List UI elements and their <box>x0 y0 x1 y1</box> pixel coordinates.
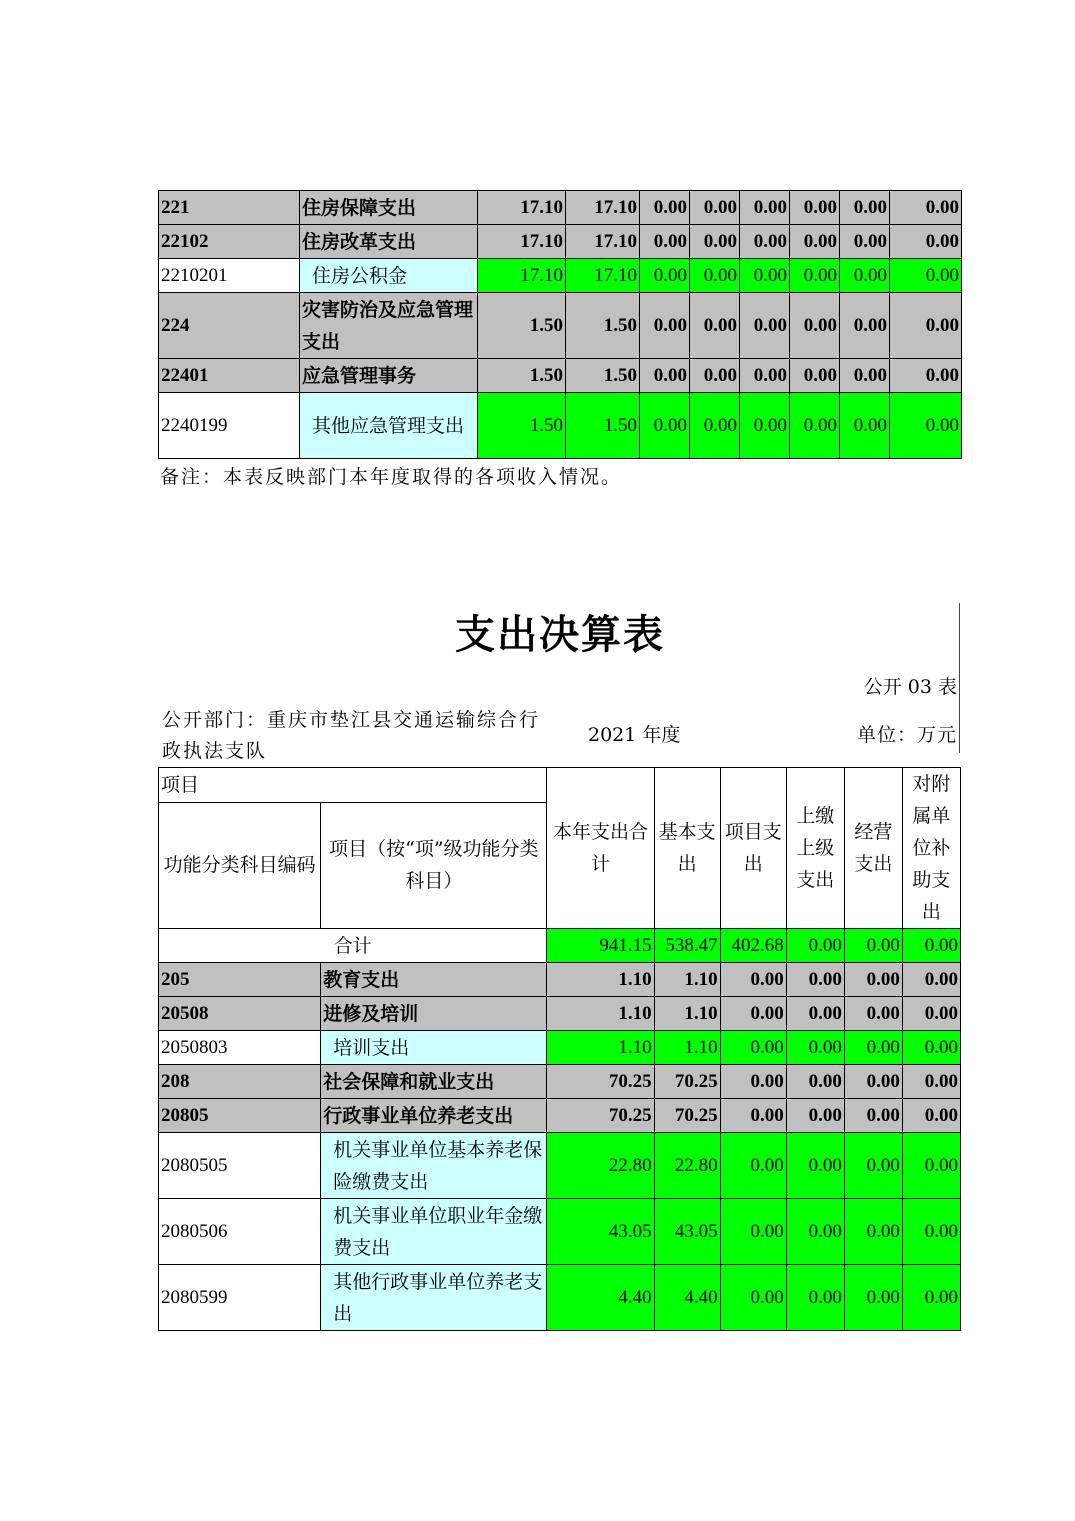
row-value: 0.00 <box>690 259 740 293</box>
row-name: 行政事业单位养老支出 <box>321 1099 547 1133</box>
row-name: 进修及培训 <box>321 997 547 1031</box>
table-row <box>159 225 962 259</box>
row-name: 应急管理事务 <box>300 359 478 393</box>
row-value: 0.00 <box>902 997 960 1031</box>
row-name: 住房改革支出 <box>300 225 478 259</box>
row-value: 0.00 <box>844 963 902 997</box>
header-name: 项目（按“项”级功能分类科目） <box>321 802 547 928</box>
row-value: 0.00 <box>844 1133 902 1199</box>
row-value: 1.10 <box>654 963 720 997</box>
row-name: 灾害防治及应急管理支出 <box>300 293 478 359</box>
row-value: 0.00 <box>844 1099 902 1133</box>
row-value: 0.00 <box>844 1031 902 1065</box>
row-name: 其他应急管理支出 <box>300 393 478 459</box>
table-row <box>159 293 962 359</box>
row-name: 培训支出 <box>321 1031 547 1065</box>
row-value: 0.00 <box>890 259 962 293</box>
row-value: 0.00 <box>902 1065 960 1099</box>
row-value: 0.00 <box>890 393 962 459</box>
row-value: 0.00 <box>902 1031 960 1065</box>
row-code: 208 <box>159 1065 321 1099</box>
row-value: 4.40 <box>547 1265 654 1331</box>
row-value: 43.05 <box>654 1199 720 1265</box>
row-code: 22102 <box>159 225 300 259</box>
row-value: 0.00 <box>786 1099 844 1133</box>
row-value: 17.10 <box>478 191 566 225</box>
row-value: 0.00 <box>890 293 962 359</box>
row-code: 2240199 <box>159 393 300 459</box>
row-value: 70.25 <box>547 1099 654 1133</box>
table-number: 公开 03 表 <box>863 676 957 698</box>
total-value: 0.00 <box>786 929 844 963</box>
row-value: 0.00 <box>690 225 740 259</box>
header-basic: 基本支出 <box>654 768 720 929</box>
row-value: 0.00 <box>720 1065 786 1099</box>
row-code: 2050803 <box>159 1031 321 1065</box>
row-value: 0.00 <box>740 259 790 293</box>
row-value: 0.00 <box>640 225 690 259</box>
row-value: 17.10 <box>478 259 566 293</box>
total-label: 合计 <box>159 929 547 963</box>
row-value: 0.00 <box>690 393 740 459</box>
row-value: 0.00 <box>720 1099 786 1133</box>
row-value: 0.00 <box>844 1265 902 1331</box>
row-code: 20508 <box>159 997 321 1031</box>
row-value: 0.00 <box>690 359 740 393</box>
header-project-expense: 项目支出 <box>720 768 786 929</box>
table-row <box>159 191 962 225</box>
row-value: 0.00 <box>740 359 790 393</box>
row-value: 1.10 <box>547 997 654 1031</box>
row-value: 0.00 <box>902 963 960 997</box>
row-name: 机关事业单位基本养老保险缴费支出 <box>321 1133 547 1199</box>
department-label: 公开部门：重庆市垫江县交通运输综合行政执法支队 <box>162 709 541 762</box>
row-value: 4.40 <box>654 1265 720 1331</box>
total-row <box>159 929 961 963</box>
row-name: 机关事业单位职业年金缴费支出 <box>321 1199 547 1265</box>
row-value: 17.10 <box>478 225 566 259</box>
table-row <box>159 1133 961 1199</box>
row-value: 0.00 <box>840 191 890 225</box>
row-code: 221 <box>159 191 300 225</box>
row-value: 0.00 <box>844 1065 902 1099</box>
row-value: 0.00 <box>890 359 962 393</box>
total-value: 0.00 <box>902 929 960 963</box>
row-value: 0.00 <box>902 1265 960 1331</box>
row-value: 0.00 <box>840 259 890 293</box>
row-code: 2080599 <box>159 1265 321 1331</box>
table-row <box>159 359 962 393</box>
row-value: 0.00 <box>740 293 790 359</box>
row-value: 0.00 <box>720 1265 786 1331</box>
row-name: 住房公积金 <box>300 259 478 293</box>
row-value: 0.00 <box>902 1099 960 1133</box>
row-value: 0.00 <box>844 1199 902 1265</box>
row-value: 0.00 <box>740 191 790 225</box>
row-value: 70.25 <box>654 1099 720 1133</box>
row-code: 205 <box>159 963 321 997</box>
row-value: 0.00 <box>840 293 890 359</box>
row-value: 1.50 <box>566 359 640 393</box>
page-title: 支出决算表 <box>455 611 665 658</box>
row-code: 2210201 <box>159 259 300 293</box>
row-value: 0.00 <box>720 997 786 1031</box>
header-total: 本年支出合计 <box>547 768 654 929</box>
header-code: 功能分类科目编码 <box>159 802 321 928</box>
row-value: 17.10 <box>566 191 640 225</box>
table-row <box>159 259 962 293</box>
row-value: 0.00 <box>786 1265 844 1331</box>
header-business: 经营支出 <box>844 768 902 929</box>
row-value: 1.50 <box>566 393 640 459</box>
row-value: 0.00 <box>786 1133 844 1199</box>
table-row <box>159 1099 961 1133</box>
row-value: 0.00 <box>786 1031 844 1065</box>
row-code: 20805 <box>159 1099 321 1133</box>
row-value: 0.00 <box>790 393 840 459</box>
table-row <box>159 997 961 1031</box>
fiscal-year: 2021 年度 <box>588 724 681 746</box>
row-value: 0.00 <box>786 1065 844 1099</box>
row-value: 43.05 <box>547 1199 654 1265</box>
total-value: 0.00 <box>844 929 902 963</box>
divider <box>959 603 960 753</box>
table-row <box>159 1199 961 1265</box>
row-value: 0.00 <box>844 997 902 1031</box>
row-value: 1.10 <box>654 997 720 1031</box>
row-value: 0.00 <box>790 225 840 259</box>
income-table-continued <box>158 190 962 459</box>
row-code: 2080506 <box>159 1199 321 1265</box>
row-name: 社会保障和就业支出 <box>321 1065 547 1099</box>
row-value: 1.10 <box>547 963 654 997</box>
row-value: 0.00 <box>690 293 740 359</box>
row-name: 教育支出 <box>321 963 547 997</box>
row-value: 1.50 <box>478 393 566 459</box>
row-value: 0.00 <box>720 1133 786 1199</box>
row-value: 0.00 <box>720 1031 786 1065</box>
total-value: 538.47 <box>654 929 720 963</box>
row-code: 224 <box>159 293 300 359</box>
header-upper: 上缴上级支出 <box>786 768 844 929</box>
row-value: 0.00 <box>790 259 840 293</box>
row-value: 70.25 <box>547 1065 654 1099</box>
row-value: 0.00 <box>740 225 790 259</box>
row-value: 0.00 <box>720 963 786 997</box>
row-value: 0.00 <box>790 293 840 359</box>
row-value: 0.00 <box>902 1199 960 1265</box>
table-row <box>159 393 962 459</box>
table-row <box>159 1065 961 1099</box>
row-value: 0.00 <box>840 225 890 259</box>
row-value: 1.50 <box>478 359 566 393</box>
row-value: 0.00 <box>720 1199 786 1265</box>
header-project: 项目 <box>159 768 547 803</box>
table-row <box>159 1031 961 1065</box>
row-value: 0.00 <box>786 963 844 997</box>
row-value: 0.00 <box>640 191 690 225</box>
row-value: 1.50 <box>566 293 640 359</box>
row-value: 0.00 <box>640 293 690 359</box>
row-value: 0.00 <box>690 191 740 225</box>
expense-table <box>158 767 961 1331</box>
row-value: 0.00 <box>890 225 962 259</box>
row-value: 1.50 <box>478 293 566 359</box>
unit-label: 单位：万元 <box>856 724 957 746</box>
row-value: 0.00 <box>640 259 690 293</box>
row-value: 0.00 <box>890 191 962 225</box>
header-subsidiary: 对附属单位补助支出 <box>902 768 960 929</box>
table-row <box>159 1265 961 1331</box>
row-code: 22401 <box>159 359 300 393</box>
row-value: 0.00 <box>902 1133 960 1199</box>
row-code: 2080505 <box>159 1133 321 1199</box>
row-value: 22.80 <box>547 1133 654 1199</box>
row-name: 住房保障支出 <box>300 191 478 225</box>
row-value: 70.25 <box>654 1065 720 1099</box>
row-value: 0.00 <box>790 191 840 225</box>
total-value: 402.68 <box>720 929 786 963</box>
row-value: 1.10 <box>547 1031 654 1065</box>
row-value: 0.00 <box>840 393 890 459</box>
row-value: 22.80 <box>654 1133 720 1199</box>
row-name: 其他行政事业单位养老支出 <box>321 1265 547 1331</box>
table-note: 备注：本表反映部门本年度取得的各项收入情况。 <box>160 466 623 488</box>
row-value: 0.00 <box>740 393 790 459</box>
row-value: 0.00 <box>786 997 844 1031</box>
total-value: 941.15 <box>547 929 654 963</box>
row-value: 0.00 <box>786 1199 844 1265</box>
row-value: 0.00 <box>640 393 690 459</box>
row-value: 0.00 <box>640 359 690 393</box>
table-row <box>159 963 961 997</box>
row-value: 17.10 <box>566 259 640 293</box>
row-value: 17.10 <box>566 225 640 259</box>
row-value: 0.00 <box>840 359 890 393</box>
row-value: 0.00 <box>790 359 840 393</box>
row-value: 1.10 <box>654 1031 720 1065</box>
